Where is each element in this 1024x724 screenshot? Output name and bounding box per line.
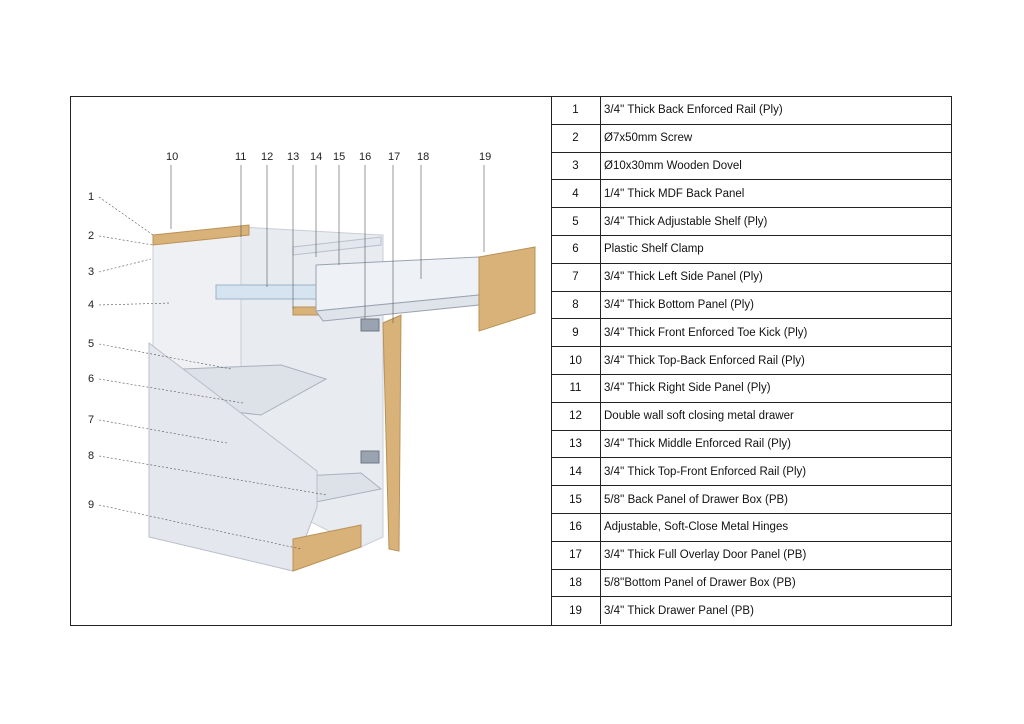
callout-9: 9 xyxy=(88,499,95,511)
callout-13: 13 xyxy=(287,151,300,163)
part-number: 18 xyxy=(551,569,601,597)
callout-16: 16 xyxy=(359,151,372,163)
callout-5: 5 xyxy=(88,338,95,350)
part-description: 5/8'' Back Panel of Drawer Box (PB) xyxy=(601,486,952,514)
part-number: 9 xyxy=(551,319,601,347)
parts-row xyxy=(551,597,951,624)
part-description: Plastic Shelf Clamp xyxy=(601,235,952,263)
callout-1: 1 xyxy=(88,191,95,203)
callout-8: 8 xyxy=(88,450,95,462)
callout-14: 14 xyxy=(310,151,323,163)
callout-4: 4 xyxy=(88,299,95,311)
parts-row xyxy=(551,319,951,347)
cabinet-exploded-view xyxy=(71,97,552,625)
part-number: 11 xyxy=(551,374,601,402)
part-description: 3/4'' Thick Drawer Panel (PB) xyxy=(604,604,754,617)
callout-19: 19 xyxy=(479,151,492,163)
callout-18: 18 xyxy=(417,151,430,163)
hinge-lower xyxy=(361,451,379,463)
part-description: 3/4'' Thick Back Enforced Rail (Ply) xyxy=(601,97,952,124)
door-panel xyxy=(383,315,401,551)
part-number: 1 xyxy=(551,97,601,124)
parts-row xyxy=(551,208,951,236)
parts-row xyxy=(551,97,951,124)
parts-row xyxy=(551,291,951,319)
part-description: 3/4'' Thick Left Side Panel (Ply) xyxy=(601,263,952,291)
part-description: 3/4'' Thick Bottom Panel (Ply) xyxy=(601,291,952,319)
part-description: 3/4'' Thick Adjustable Shelf (Ply) xyxy=(601,208,952,236)
part-description: Double wall soft closing metal drawer xyxy=(601,402,952,430)
callout-11: 11 xyxy=(235,151,247,163)
callout-3: 3 xyxy=(88,266,95,278)
part-number: 15 xyxy=(551,486,601,514)
part-description: 3/4'' Thick Front Enforced Toe Kick (Ply) xyxy=(601,319,952,347)
hinge-upper xyxy=(361,319,379,331)
parts-row xyxy=(551,235,951,263)
part-number: 2 xyxy=(551,124,601,152)
callout-12: 12 xyxy=(261,151,274,163)
callout-7: 7 xyxy=(88,414,95,426)
parts-row xyxy=(551,374,951,402)
parts-row xyxy=(551,569,951,597)
parts-row xyxy=(551,541,951,569)
part-number: 7 xyxy=(551,263,601,291)
parts-row xyxy=(551,263,951,291)
part-description: Ø7x50mm Screw xyxy=(601,124,952,152)
top-callouts xyxy=(166,151,491,163)
part-description: Adjustable, Soft-Close Metal Hinges xyxy=(601,513,952,541)
parts-row xyxy=(551,430,951,458)
parts-row xyxy=(551,180,951,208)
part-description: 3/4'' Thick Top-Front Enforced Rail (Ply) xyxy=(601,458,952,486)
part-number: 3 xyxy=(551,152,601,180)
parts-list-table xyxy=(551,97,951,624)
parts-row xyxy=(551,124,951,152)
callout-15: 15 xyxy=(333,151,346,163)
left-callouts xyxy=(88,191,94,511)
part-number: 8 xyxy=(551,291,601,319)
cabinet-illustration xyxy=(71,97,551,625)
parts-list-body xyxy=(551,97,951,624)
parts-row xyxy=(551,458,951,486)
part-number: 6 xyxy=(551,235,601,263)
part-description: 5/8''Bottom Panel of Drawer Box (PB) xyxy=(601,569,952,597)
part-number: 16 xyxy=(551,513,601,541)
parts-row xyxy=(551,152,951,180)
part-number: 14 xyxy=(551,458,601,486)
part-number: 12 xyxy=(551,402,601,430)
part-description: 3/4'' Thick Middle Enforced Rail (Ply) xyxy=(601,430,952,458)
part-description: 3/4'' Thick Full Overlay Door Panel (PB) xyxy=(601,541,952,569)
part-description: Ø10x30mm Wooden Dovel xyxy=(601,152,952,180)
drawing-sheet xyxy=(70,96,952,626)
part-number: 5 xyxy=(551,208,601,236)
part-number: 4 xyxy=(551,180,601,208)
part-number: 19 xyxy=(551,597,601,624)
parts-row xyxy=(551,486,951,514)
callout-10: 10 xyxy=(166,151,179,163)
part-number: 17 xyxy=(551,541,601,569)
part-description: 3/4'' Thick Right Side Panel (Ply) xyxy=(601,374,952,402)
callout-17: 17 xyxy=(388,151,401,163)
drawer-front-panel xyxy=(479,247,535,331)
parts-row xyxy=(551,402,951,430)
part-description: 3/4'' Thick Top-Back Enforced Rail (Ply) xyxy=(601,347,952,375)
part-description: 1/4'' Thick MDF Back Panel xyxy=(601,180,952,208)
parts-row xyxy=(551,347,951,375)
part-number: 13 xyxy=(551,430,601,458)
callout-2: 2 xyxy=(88,230,95,242)
part-number: 10 xyxy=(551,347,601,375)
drawer-slide xyxy=(216,285,316,299)
callout-6: 6 xyxy=(88,373,95,385)
parts-row xyxy=(551,513,951,541)
